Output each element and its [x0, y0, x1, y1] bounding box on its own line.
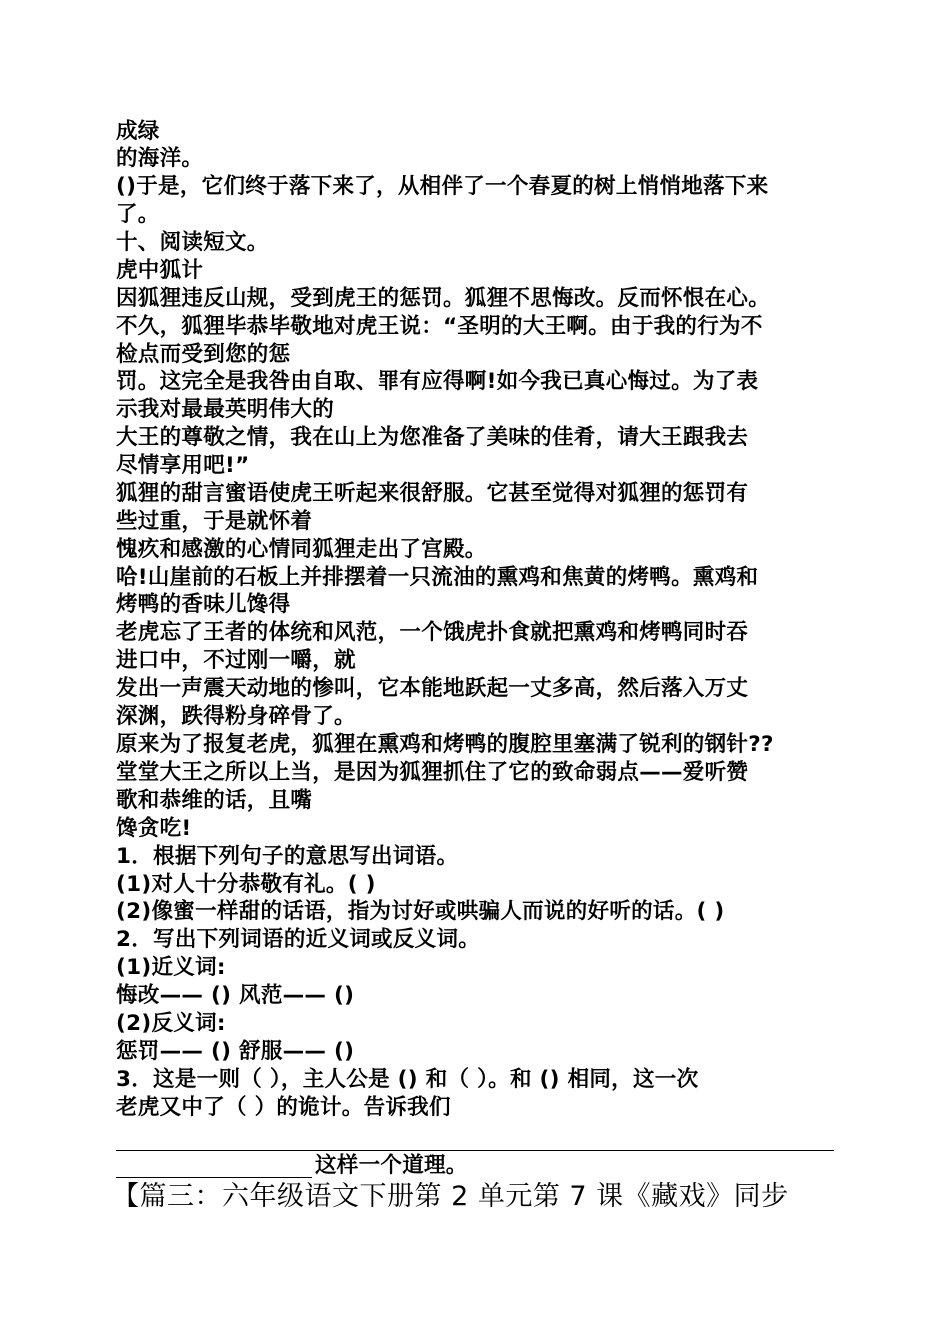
- text-line: (2)反义词:: [116, 1011, 226, 1036]
- section-heading: 【篇三：六年级语文下册第 2 单元第 7 课《藏戏》同步: [112, 1181, 789, 1212]
- text-line: 虎中狐计: [116, 258, 204, 283]
- answer-line: [116, 1150, 834, 1151]
- text-line: 烤鸭的香味儿馋得: [116, 592, 291, 617]
- text-line: 检点而受到您的惩: [116, 342, 291, 367]
- text-line: 深渊，跌得粉身碎骨了。: [116, 704, 356, 729]
- text-line: 老虎忘了王者的体统和风范，一个饿虎扑食就把熏鸡和烤鸭同时吞: [116, 620, 749, 645]
- text-line: (1)对人十分恭敬有礼。( ): [116, 872, 376, 897]
- text-line: 尽情享用吧!”: [116, 453, 250, 478]
- text-line: 2．写出下列词语的近义词或反义词。: [116, 927, 481, 952]
- text-line: 堂堂大王之所以上当，是因为狐狸抓住了它的致命弱点——爱听赞: [116, 760, 749, 785]
- text-line: 示我对最最英明伟大的: [116, 397, 335, 422]
- text-line: 因狐狸违反山规，受到虎王的惩罚。狐狸不思悔改。反而怀恨在心。: [116, 286, 771, 311]
- text-line: 十、阅读短文。: [116, 230, 269, 255]
- text-line: 了。: [116, 202, 160, 227]
- text-line: 悔改—— () 风范—— (): [116, 983, 355, 1008]
- text-line: 惩罚—— () 舒服—— (): [116, 1039, 355, 1064]
- text-line: (1)近义词:: [116, 955, 226, 980]
- text-line: 歌和恭维的话，且嘴: [116, 788, 313, 813]
- text-line: 成绿: [116, 119, 160, 144]
- text-line: 1．根据下列句子的意思写出词语。: [116, 844, 459, 869]
- text-line: 狐狸的甜言蜜语使虎王听起来很舒服。它甚至觉得对狐狸的惩罚有: [116, 481, 749, 506]
- text-line: 老虎又中了（ ）的诡计。告诉我们: [116, 1095, 451, 1120]
- text-line: (2)像蜜一样甜的话语，指为讨好或哄骗人而说的好听的话。( ): [116, 899, 725, 924]
- text-line: 进口中，不过刚一嚼，就: [116, 648, 356, 673]
- text-line: 大王的尊敬之情，我在山上为您准备了美味的佳肴，请大王跟我去: [116, 425, 749, 450]
- text-line: 些过重，于是就怀着: [116, 509, 313, 534]
- text-line: 哈!山崖前的石板上并排摆着一只流油的熏鸡和焦黄的烤鸭。熏鸡和: [116, 565, 759, 590]
- text-line: 愧疚和感激的心情同狐狸走出了宫殿。: [116, 537, 487, 562]
- text-line: 原来为了报复老虎，狐狸在熏鸡和烤鸭的腹腔里塞满了锐利的钢针??: [116, 732, 774, 757]
- text-line: 罚。这完全是我咎由自取、罪有应得啊!如今我已真心悔过。为了表: [116, 369, 759, 394]
- text-line: 馋贪吃!: [116, 816, 192, 841]
- text-line: 3．这是一则（ ），主人公是 () 和（ ）。和 () 相同，这一次: [116, 1067, 699, 1092]
- text-line: 发出一声震天动地的惨叫，它本能地跃起一丈多高，然后落入万丈: [116, 676, 749, 701]
- closing-text: 这样一个道理。: [315, 1153, 468, 1178]
- text-line: 的海洋。: [116, 146, 204, 171]
- text-line: ()于是，它们终于落下来了，从相伴了一个春夏的树上悄悄地落下来: [116, 174, 769, 199]
- answer-line: [116, 1177, 312, 1178]
- text-line: 不久，狐狸毕恭毕敬地对虎王说：“圣明的大王啊。由于我的行为不: [116, 314, 763, 339]
